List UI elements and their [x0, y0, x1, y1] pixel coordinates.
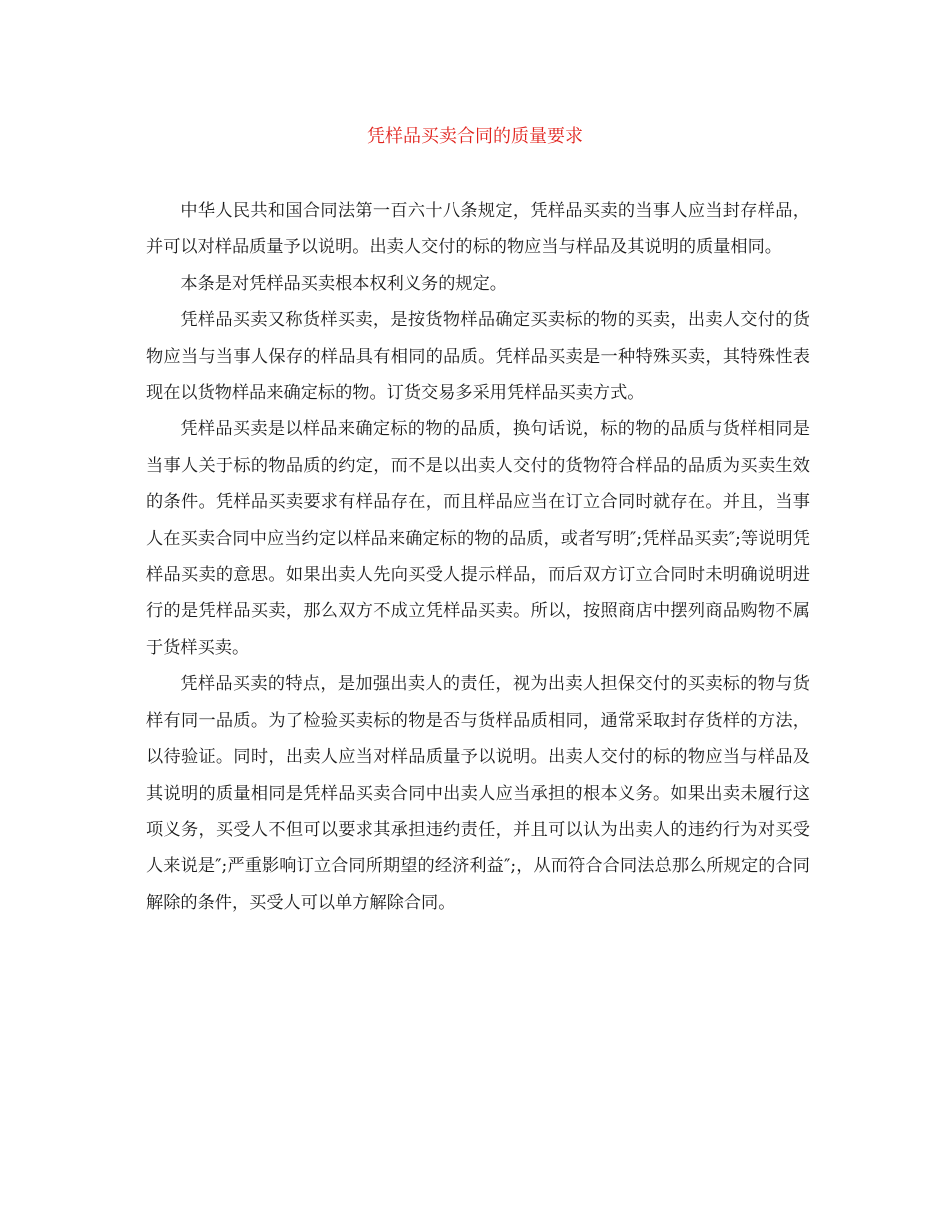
document-title: 凭样品买卖合同的质量要求	[367, 126, 583, 147]
paragraph-5: 凭样品买卖的特点，是加强出卖人的责任，视为出卖人担保交付的买卖标的物与货样有同一品质。为了检验买卖标的物是否与货样品质相同，通常采取封存货样的方法，以待验证。同时，出卖人应当对样品质量予以说明。出卖人交付的标的物应当与样品及其说明的质量相同是凭样品买卖合同中出卖人应当承担的根本义务。如果出卖未履行这项义务，买受人不但可以要求其承担违约责任，并且可以认为出卖人的违约行为对买受人来说是″;严重影响订立合同所期望的经济利益″;，从而符合合同法总那么所规定的合同解除的条件，买受人可以单方解除合同。	[146, 674, 810, 913]
paragraph-2: 本条是对凭样品买卖根本权利义务的规定。	[180, 273, 507, 294]
document-body	[146, 193, 810, 921]
paragraph-3: 凭样品买卖又称货样买卖，是按货物样品确定买卖标的物的买卖，出卖人交付的货物应当与当事人保存的样品具有相同的品质。凭样品买卖是一种特殊买卖，其特殊性表现在以货物样品来确定标的物。订货交易多采用凭样品买卖方式。	[146, 310, 810, 404]
paragraph-1: 中华人民共和国合同法第一百六十八条规定，凭样品买卖的当事人应当封存样品，并可以对样品质量予以说明。出卖人交付的标的物应当与样品及其说明的质量相同。	[146, 201, 810, 258]
paragraph-4: 凭样品买卖是以样品来确定标的物的品质，换句话说，标的物的品质与货样相同是当事人关于标的物品质的约定，而不是以出卖人交付的货物符合样品的品质为买卖生效的条件。凭样品买卖要求有样品存在，而且样品应当在订立合同时就存在。并且，当事人在买卖合同中应当约定以样品来确定标的物的品质，或者写明″;凭样品买卖″;等说明凭样品买卖的意思。如果出卖人先向买受人提示样品，而后双方订立合同时未明确说明进行的是凭样品买卖，那么双方不成立凭样品买卖。所以，按照商店中摆列商品购物不属于货样买卖。	[146, 419, 810, 658]
